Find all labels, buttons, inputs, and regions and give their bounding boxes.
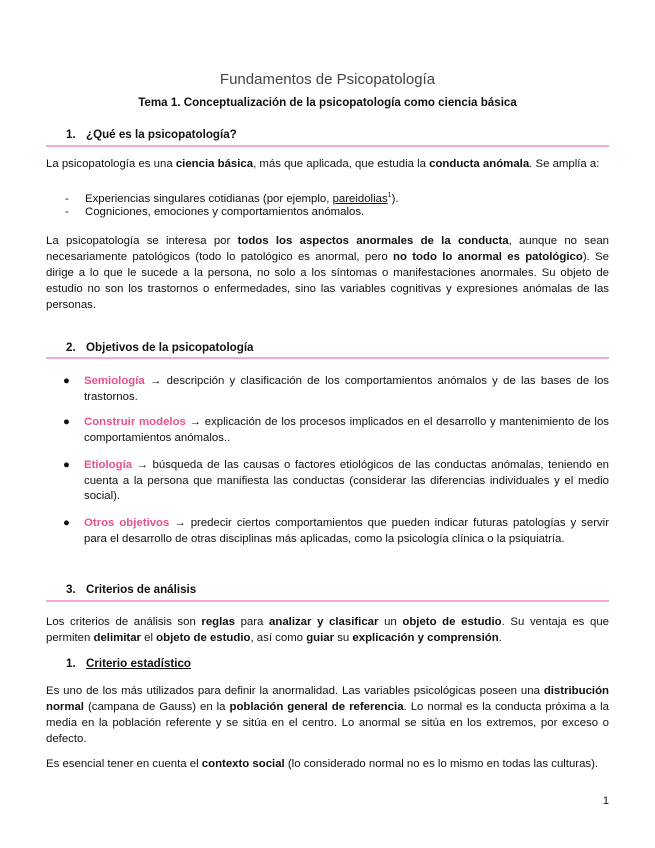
objective-item-semiologia: ● Semiología → descripción y clasificación de los comportamientos anómalos y de las bases de los trastornos. — [63, 375, 609, 403]
paragraph-estadistico: Es uno de los más utilizados para definir la anormalidad. Las variables psicológicas poseen una distribución normal (campana de Gauss) en la población general de referencia. Lo normal es la conducta próxima a la media en la población referente y se sitúa en el centro. Lo anormal se sitúa en los extremos, por exceso o defecto. — [46, 685, 609, 745]
section-title: Criterios de análisis — [86, 583, 197, 596]
footnote-term: pareidolias — [332, 192, 388, 205]
section-number: 1. — [66, 128, 76, 141]
subsection-heading — [66, 657, 191, 670]
section-heading-3 — [66, 583, 196, 596]
footnote-ref: 1 — [387, 192, 392, 199]
section-divider — [46, 145, 609, 147]
bullet-icon: ● — [63, 459, 70, 471]
section-title: ¿Qué es la psicopatología? — [86, 128, 237, 141]
section-title: Objetivos de la psicopatología — [86, 341, 254, 354]
dash-marker: - — [65, 206, 69, 218]
objective-item-otros: ● Otros objetivos → predecir ciertos comportamientos que pueden indicar futuras patologías y servir para el desarrollo de otras disciplinas más aplicadas, como la psicología clínica o la psiquiatría. — [63, 517, 610, 545]
paragraph-contexto: Es esencial tener en cuenta el contexto social (lo considerado normal no es lo mismo en todas las culturas). — [46, 758, 599, 770]
objective-item-modelos: ● Construir modelos → explicación de los procesos implicados en el desarrollo y mantenimiento de los comportamientos anómalos.. — [63, 416, 609, 444]
bullet-icon: ● — [63, 416, 70, 428]
objective-item-etiologia: ● Etiología → búsqueda de las causas o factores etiológicos de las conductas anómalas, teniendo en cuenta a la persona que manifiesta las conductas (considerar las diferencias individuales y el medio social). — [63, 459, 609, 502]
section-heading-2 — [66, 341, 254, 354]
list-item: - Cogniciones, emociones y comportamientos anómalos. — [65, 206, 365, 218]
paragraph-scope: La psicopatología se interesa por todos los aspectos anormales de la conducta, aunque no sean necesariamente patológicos (todo lo patológico es anormal, pero no todo lo anormal es patológico). Se dirige a lo que le sucede a la persona, no solo a los síntomas o manifestaciones anormales. Su objeto de estudio no son los trastornos o enfermedades, sino las variables cognitivas y expresiones anómalas de las personas. — [46, 235, 610, 311]
paragraph-criterios: Los criterios de análisis son reglas para analizar y clasificar un objeto de estudio. Su ventaja es que permiten delimitar el objeto de estudio, así como guiar su explicación y comprensión. — [46, 616, 609, 644]
subsection-title: Criterio estadístico — [86, 657, 192, 670]
subsection-number: 1. — [66, 657, 76, 670]
bullet-icon: ● — [63, 517, 70, 529]
document-title: Fundamentos de Psicopatología — [219, 71, 436, 88]
dash-marker: - — [65, 192, 69, 205]
section-divider — [46, 600, 609, 602]
page-number: 1 — [602, 795, 609, 807]
section-number: 3. — [66, 583, 76, 596]
bullet-icon: ● — [63, 375, 70, 387]
section-number: 2. — [66, 341, 76, 354]
list-item: - Experiencias singulares cotidianas (por ejemplo, pareidolias$^1$). — [65, 192, 399, 205]
section-divider — [46, 357, 609, 359]
paragraph-definition: La psicopatología es una ciencia básica, más que aplicada, que estudia la conducta anómala. Se amplía a: — [46, 158, 600, 170]
section-heading-1 — [66, 128, 237, 141]
document-subtitle: Tema 1. Conceptualización de la psicopatología como ciencia básica — [138, 96, 517, 109]
